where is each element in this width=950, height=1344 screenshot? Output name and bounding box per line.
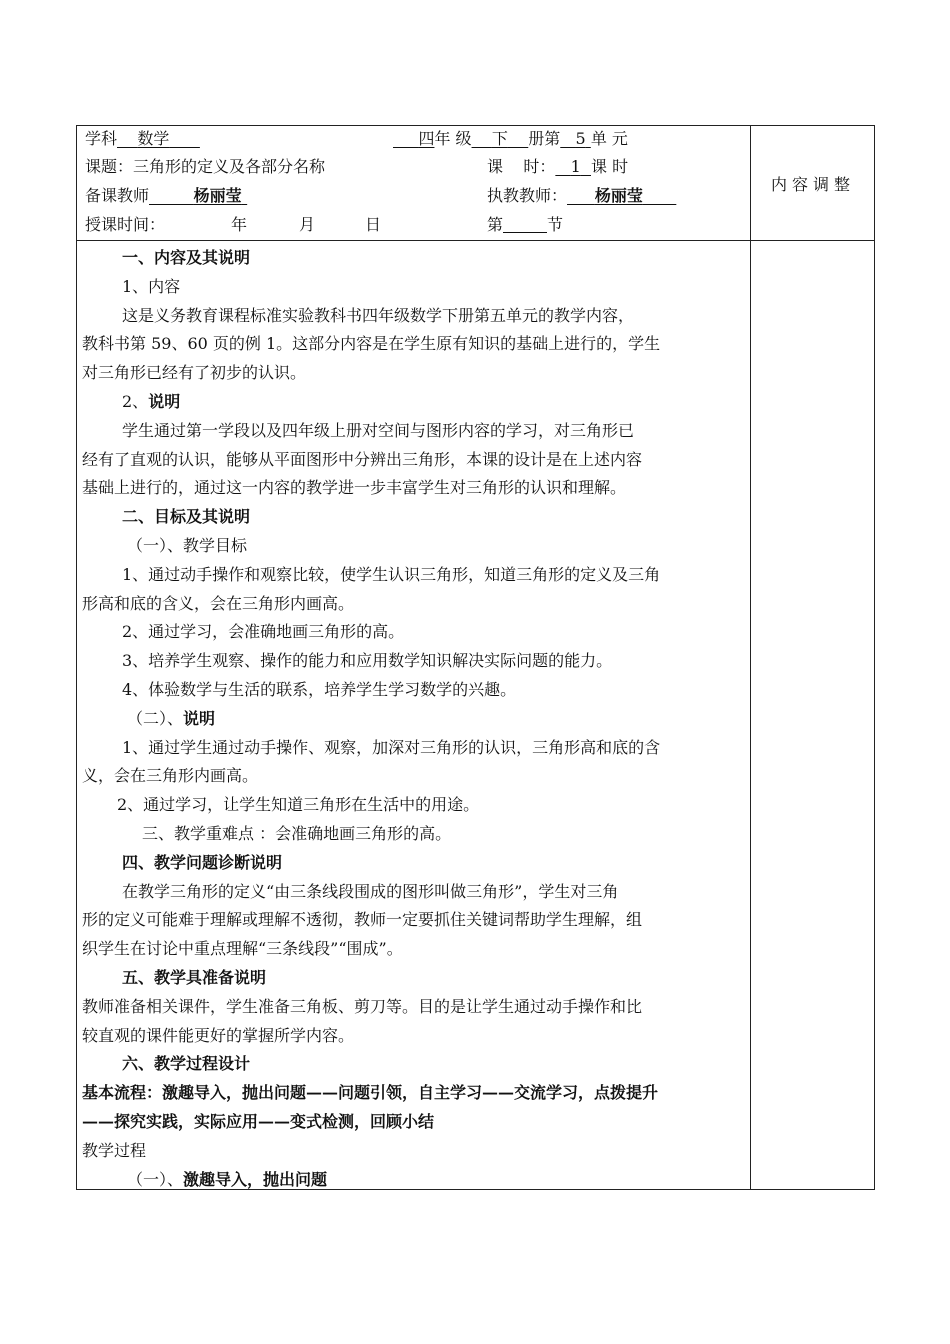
- paragraph-line: 基础上进行的，通过这一内容的教学进一步丰富学生对三角形的认识和理解。: [82, 478, 627, 498]
- hours-label: 课 时：: [487, 157, 556, 176]
- step-title: （一）、激趣导入，抛出问题: [127, 1169, 328, 1189]
- year-label: 年: [231, 215, 248, 234]
- paragraph-line: 2、通过学习，会准确地画三角形的高。: [122, 622, 405, 642]
- flow-line: 基本流程：激趣导入，抛出问题——问题引领，自主学习——交流学习，点拨提升: [82, 1083, 659, 1103]
- exec-teacher-field: [487, 183, 676, 206]
- period-prefix: 第: [487, 215, 504, 234]
- section-title: 四、教学问题诊断说明: [122, 852, 283, 872]
- process-label: 教学过程: [82, 1140, 147, 1160]
- paragraph-line: 在教学三角形的定义“由三条线段围成的图形叫做三角形”，学生对三角: [122, 881, 619, 901]
- prep-teacher-value: 杨丽莹: [193, 186, 242, 205]
- subsection-title: 1、内容: [122, 276, 181, 296]
- column-divider: [750, 126, 751, 1189]
- lesson-plan-table: [76, 125, 875, 1190]
- hours-unit: 课 时: [590, 157, 629, 176]
- lesson-body: [82, 244, 747, 1194]
- section-line: 三、教学重难点 ：会准确地画三角形的高。: [142, 823, 452, 843]
- paragraph-line: 经有了直观的认识，能够从平面图形中分辨出三角形，本课的设计是在上述内容: [82, 449, 643, 469]
- paragraph-line: 形高和底的含义，会在三角形内画高。: [82, 593, 355, 613]
- paragraph-line: 1、通过动手操作和观察比较，使学生认识三角形，知道三角形的定义及三角: [122, 564, 661, 584]
- unit-label: 单 元: [590, 129, 628, 148]
- topic-label: 课题：: [85, 157, 134, 176]
- exec-teacher-value: 杨丽莹: [594, 186, 643, 205]
- grade-label: 年 级: [434, 129, 472, 148]
- exec-teacher-label: 执教教师：: [487, 186, 568, 205]
- paragraph-line: 教科书第 59、60 页的例 1。这部分内容是在学生原有知识的基础上进行的，学生: [82, 334, 661, 354]
- unit-value: 5: [575, 129, 586, 148]
- period-field: [487, 212, 563, 235]
- hours-value: 1: [570, 157, 581, 176]
- paragraph-line: 学生通过第一学段以及四年级上册对空间与图形内容的学习，对三角形已: [122, 420, 635, 440]
- topic-field: [85, 154, 325, 177]
- subsection-title: （二）、说明: [127, 708, 216, 728]
- prep-teacher-label: 备课教师: [85, 186, 150, 205]
- paragraph-line: 3、培养学生观察、操作的能力和应用数学知识解决实际问题的能力。: [122, 651, 613, 671]
- term-value: 下: [491, 129, 508, 148]
- paragraph-line: 形的定义可能难于理解或理解不透彻，教师一定要抓住关键词帮助学生理解，组: [82, 910, 643, 930]
- grade-value: 四: [418, 129, 435, 148]
- volume-label: 册第: [528, 129, 561, 148]
- period-blank: [503, 216, 547, 233]
- header-divider: [77, 240, 874, 241]
- paragraph-line: 4、体验数学与生活的联系，培养学生学习数学的兴趣。: [122, 679, 517, 699]
- paragraph-line: 这是义务教育课程标准实验教科书四年级数学下册第五单元的教学内容，: [122, 305, 635, 325]
- day-label: 日: [365, 215, 382, 234]
- prep-teacher-field: [85, 183, 247, 206]
- topic-value: 三角形的定义及各部分名称: [133, 157, 326, 176]
- subject-field: [85, 126, 200, 149]
- hours-field: [487, 154, 628, 177]
- subsection-title: （一）、教学目标: [127, 535, 248, 555]
- paragraph-line: 教师准备相关课件，学生准备三角板、剪刀等。目的是让学生通过动手操作和比: [82, 996, 643, 1016]
- section-title: 六、教学过程设计: [122, 1054, 251, 1074]
- paragraph-line: 织学生在讨论中重点理解“三条线段”“围成”。: [82, 939, 403, 959]
- time-label: 授课时间：: [85, 215, 166, 234]
- paragraph-line: 较直观的课件能更好的掌握所学内容。: [82, 1025, 355, 1045]
- section-title: 五、教学具准备说明: [122, 967, 267, 987]
- subject-value: 数学: [137, 129, 170, 148]
- content-adjust-label: 内容调整: [770, 174, 855, 194]
- grade-unit-field: [393, 126, 628, 149]
- subject-label: 学科: [85, 129, 118, 148]
- subsection-title: 2、说明: [122, 391, 181, 411]
- paragraph-line: 2、通过学习，让学生知道三角形在生活中的用途。: [117, 795, 480, 815]
- month-label: 月: [299, 215, 316, 234]
- paragraph-line: 1、通过学生通过动手操作、观察，加深对三角形的认识，三角形高和底的含: [122, 737, 661, 757]
- paragraph-line: 义，会在三角形内画高。: [82, 766, 259, 786]
- section-title: 二、目标及其说明: [122, 507, 251, 527]
- period-suffix: 节: [547, 215, 564, 234]
- paragraph-line: 对三角形已经有了初步的认识。: [82, 363, 307, 383]
- section-title: 一、内容及其说明: [122, 248, 251, 267]
- flow-line: ——探究实践，实际应用——变式检测，回顾小结: [82, 1111, 435, 1131]
